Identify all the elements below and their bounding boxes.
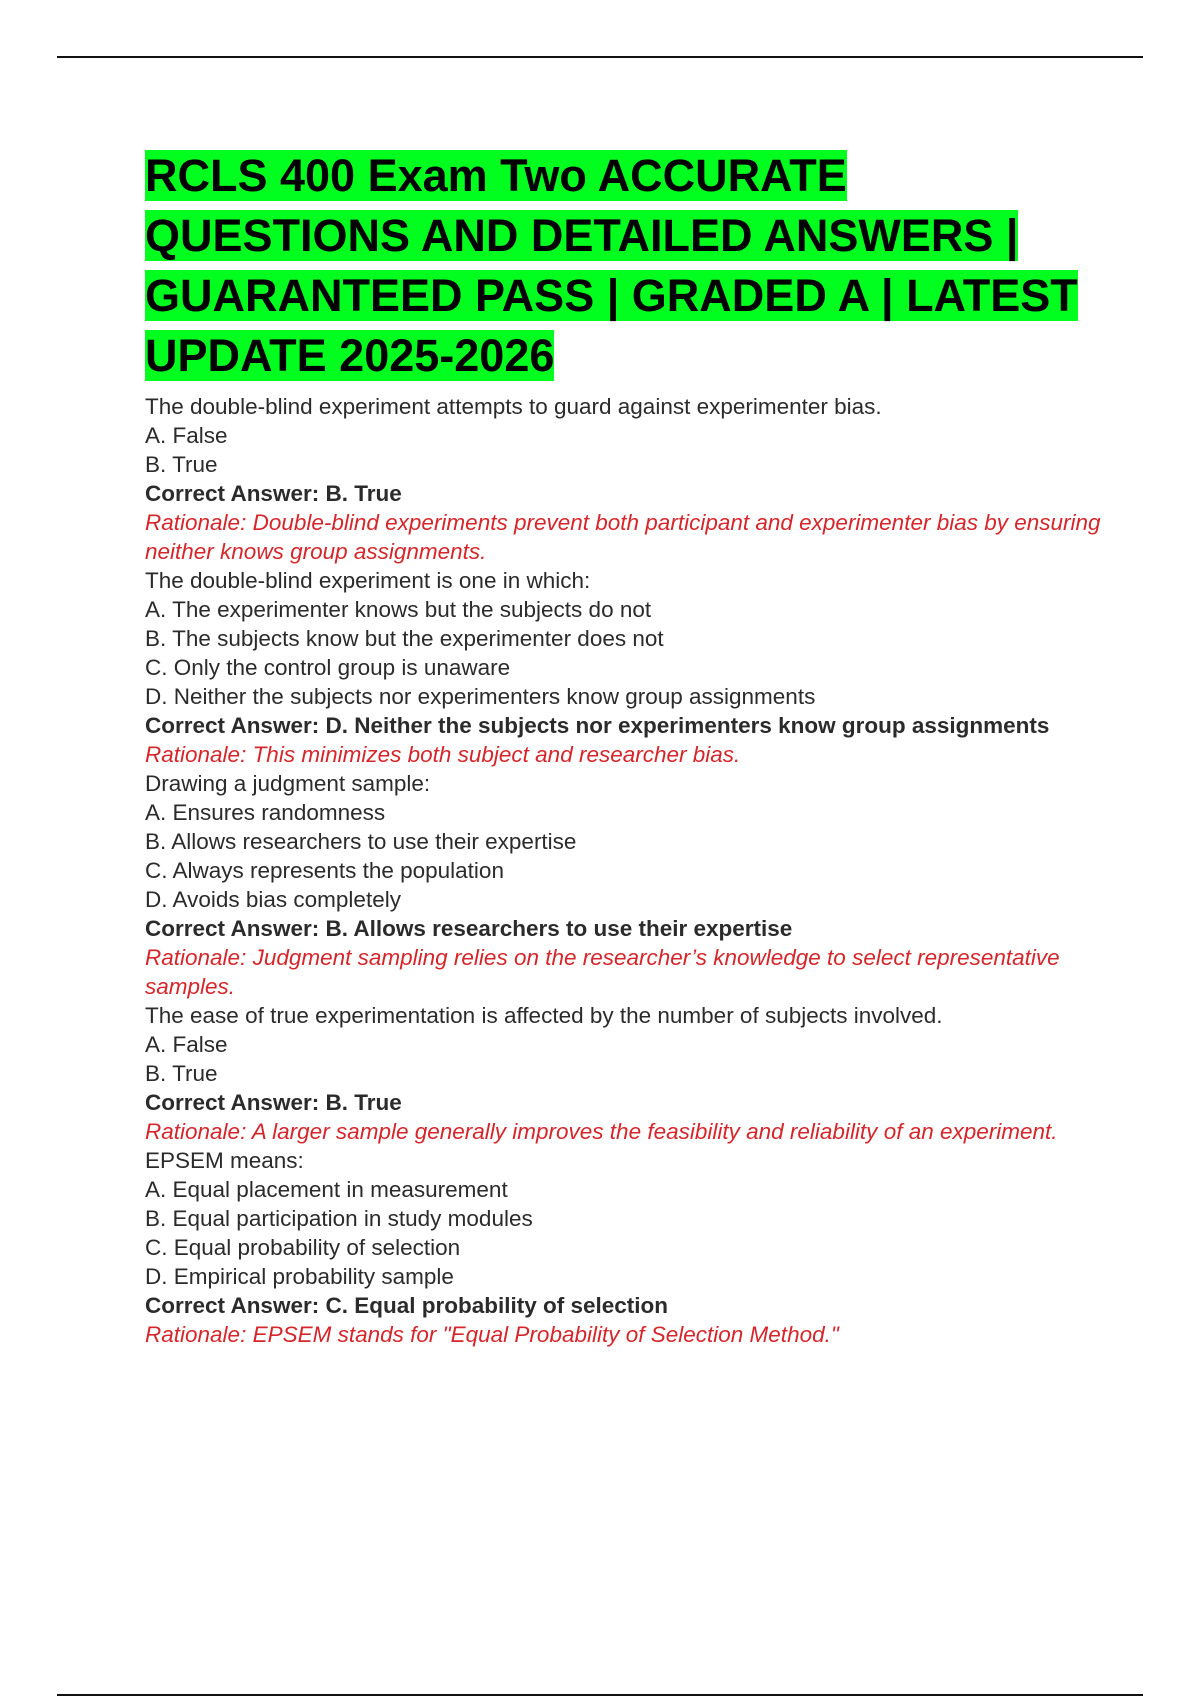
correct-answer: Correct Answer: B. True bbox=[145, 1090, 402, 1115]
option-a: A. The experimenter knows but the subjects do not bbox=[145, 597, 652, 622]
option-b: B. True bbox=[145, 1061, 218, 1086]
question-text: The ease of true experimentation is affected by the number of subjects involved. bbox=[145, 1003, 943, 1028]
document-body bbox=[145, 146, 1105, 1349]
option-b: B. Allows researchers to use their expertise bbox=[145, 829, 577, 854]
question-text: The double-blind experiment is one in which: bbox=[145, 568, 591, 593]
correct-answer: Correct Answer: D. Neither the subjects nor experimenters know group assignments bbox=[145, 713, 1050, 738]
bottom-rule bbox=[57, 1694, 1143, 1696]
top-rule bbox=[57, 56, 1143, 58]
option-c: C. Equal probability of selection bbox=[145, 1235, 461, 1260]
correct-answer: Correct Answer: B. True bbox=[145, 481, 402, 506]
option-c: C. Only the control group is unaware bbox=[145, 655, 511, 680]
rationale: Rationale: This minimizes both subject and researcher bias. bbox=[145, 742, 741, 767]
correct-answer: Correct Answer: C. Equal probability of selection bbox=[145, 1293, 669, 1318]
option-a: A. Ensures randomness bbox=[145, 800, 386, 825]
rationale: Rationale: EPSEM stands for "Equal Probability of Selection Method." bbox=[145, 1322, 839, 1347]
question-block bbox=[145, 1146, 1105, 1349]
question-block bbox=[145, 392, 1105, 566]
question-text: The double-blind experiment attempts to guard against experimenter bias. bbox=[145, 394, 882, 419]
option-a: A. Equal placement in measurement bbox=[145, 1177, 508, 1202]
rationale: Rationale: Judgment sampling relies on the researcher’s knowledge to select representative samples. bbox=[145, 945, 1060, 999]
option-b: B. The subjects know but the experimenter does not bbox=[145, 626, 664, 651]
option-a: A. False bbox=[145, 423, 228, 448]
rationale: Rationale: Double-blind experiments prevent both participant and experimenter bias by ensuring neither knows group assignments. bbox=[145, 510, 1101, 564]
rationale: Rationale: A larger sample generally improves the feasibility and reliability of an experiment. bbox=[145, 1119, 1058, 1144]
title-highlight: RCLS 400 Exam Two ACCURATE QUESTIONS AND DETAILED ANSWERS | GUARANTEED PASS | GRADED A | LATEST UPDATE 2025-2026 bbox=[145, 150, 1078, 381]
question-block bbox=[145, 1001, 1105, 1146]
option-b: B. True bbox=[145, 452, 218, 477]
option-a: A. False bbox=[145, 1032, 228, 1057]
correct-answer: Correct Answer: B. Allows researchers to use their expertise bbox=[145, 916, 793, 941]
option-c: C. Always represents the population bbox=[145, 858, 504, 883]
qa-list bbox=[145, 392, 1105, 1349]
option-d: D. Neither the subjects nor experimenters know group assignments bbox=[145, 684, 816, 709]
option-d: D. Avoids bias completely bbox=[145, 887, 401, 912]
question-block bbox=[145, 566, 1105, 769]
option-d: D. Empirical probability sample bbox=[145, 1264, 454, 1289]
document-title bbox=[145, 146, 1105, 386]
question-text: EPSEM means: bbox=[145, 1148, 304, 1173]
option-b: B. Equal participation in study modules bbox=[145, 1206, 533, 1231]
question-block bbox=[145, 769, 1105, 1001]
question-text: Drawing a judgment sample: bbox=[145, 771, 431, 796]
